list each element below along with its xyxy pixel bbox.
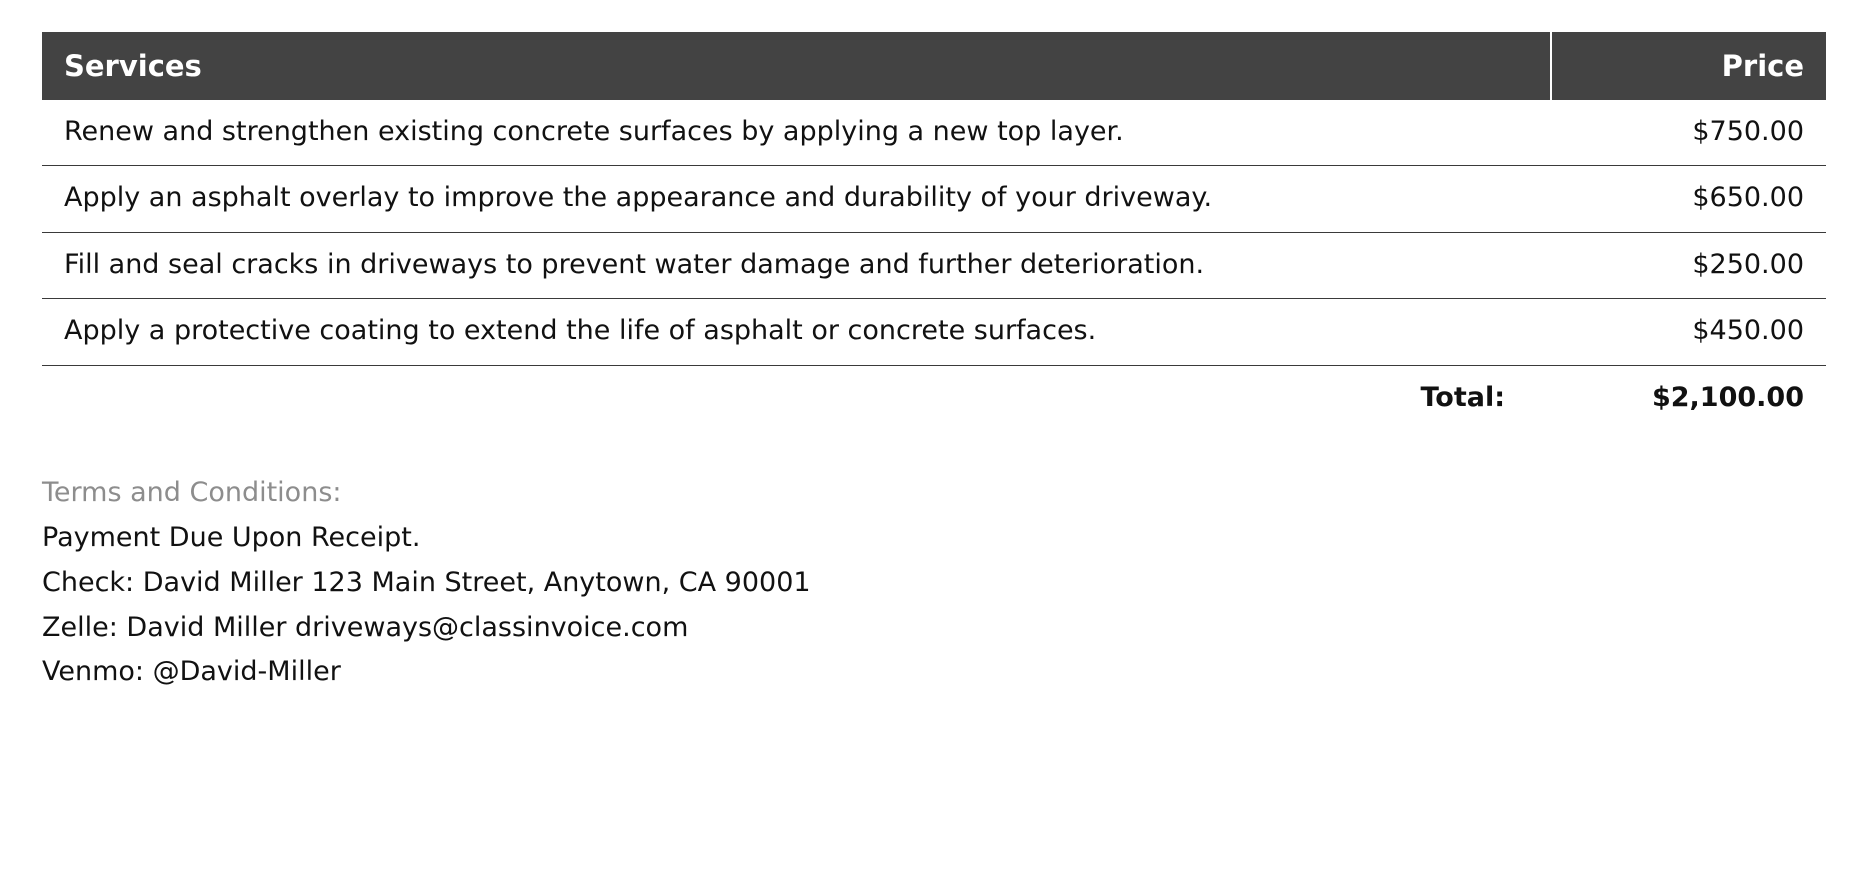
service-price: $450.00 [1551,299,1826,365]
terms-line: Zelle: David Miller driveways@classinvoice.com [42,611,689,643]
service-description: Fill and seal cracks in driveways to prevent water damage and further deterioration. [42,232,1551,298]
service-description: Apply a protective coating to extend the life of asphalt or concrete surfaces. [42,299,1551,365]
table-header-row [42,32,1826,100]
table-row [42,166,1826,232]
service-description: Renew and strengthen existing concrete surfaces by applying a new top layer. [42,100,1551,166]
service-description: Apply an asphalt overlay to improve the appearance and durability of your driveway. [42,166,1551,232]
table-row [42,232,1826,298]
table-row [42,100,1826,166]
terms-line: Venmo: @David-Miller [42,656,341,688]
service-price: $650.00 [1551,166,1826,232]
services-table [42,32,1826,431]
column-header-price: Price [1551,32,1826,100]
service-price: $250.00 [1551,232,1826,298]
table-total-row [42,365,1826,431]
table-body [42,100,1826,431]
terms-and-conditions [42,477,1826,695]
table-header [42,32,1826,100]
table-row [42,299,1826,365]
total-label: Total: [1420,381,1505,413]
column-header-services: Services [42,32,1551,100]
total-value: $2,100.00 [1651,381,1804,413]
service-price: $750.00 [1551,100,1826,166]
terms-line: Payment Due Upon Receipt. [42,521,421,553]
terms-line: Check: David Miller 123 Main Street, Anytown, CA 90001 [42,566,811,598]
terms-title: Terms and Conditions: [42,476,342,508]
